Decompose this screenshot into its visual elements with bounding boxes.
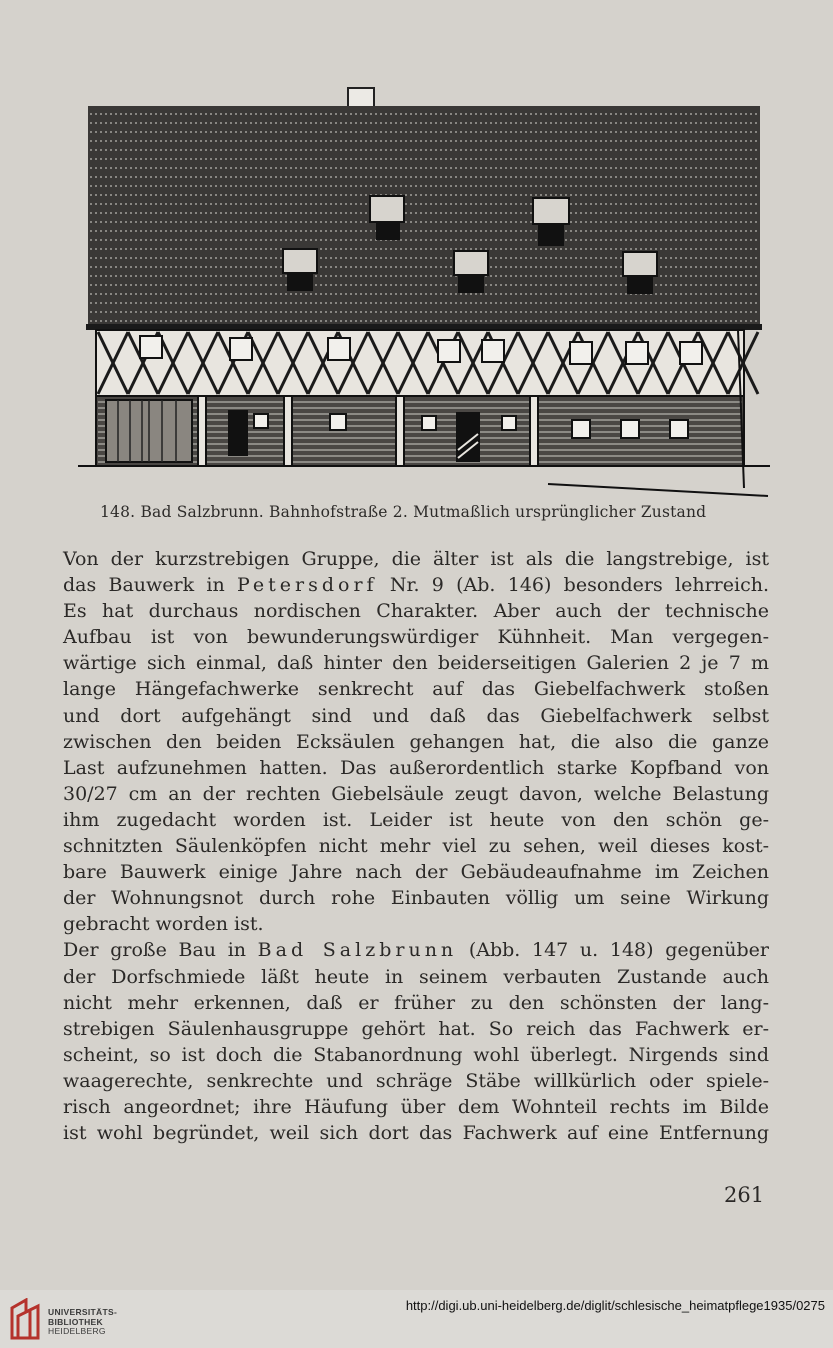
source-url[interactable]: http://digi.ub.uni-heidelberg.de/diglit/schlesische_heimatpflege1935/0275 <box>405 1298 825 1313</box>
library-logo[interactable] <box>8 1298 128 1340</box>
text-line: strebigen Säulenhausgruppe gehört hat. So reich das Fachwerk er- <box>63 1017 769 1040</box>
text-line: gebracht worden ist. <box>63 913 264 936</box>
library-logo-text: UNIVERSITÄTS- BIBLIOTHEK HEIDELBERG <box>48 1307 118 1336</box>
library-logo-icon <box>8 1298 42 1340</box>
text-line: ist wohl begründet, weil sich dort das Fachwerk auf eine Entfernung <box>63 1122 769 1145</box>
text-line: Aufbau ist von bewunderungswürdiger Kühnheit. Man vergegen- <box>63 626 769 649</box>
text-line: 30/27 cm an der rechten Giebelsäule zeugt davon, welche Belastung <box>63 782 769 805</box>
page-number: 261 <box>724 1183 765 1207</box>
text-line: Es hat durchaus nordischen Charakter. Aber auch der technische <box>63 600 769 623</box>
place-name: Bad Salzbrunn <box>257 939 458 962</box>
text-line: lange Hängefachwerke senkrecht auf das Giebelfachwerk stoßen <box>63 678 769 701</box>
text-line: nicht mehr erkennen, daß er früher zu den schönsten der lang- <box>63 991 769 1014</box>
text-line: das Bauwerk in Petersdorf Nr. 9 (Ab. 146) besonders lehrreich. <box>63 574 769 597</box>
text-line: der Dorfschmiede läßt heute in seinem verbauten Zustande auch <box>63 965 769 988</box>
text-line: wärtige sich einmal, daß hinter den beiderseitigen Galerien 2 je 7 m <box>63 652 769 675</box>
text-line: Von der kurzstrebigen Gruppe, die älter ist als die langstrebige, ist <box>63 548 769 570</box>
house-illustration <box>78 84 770 504</box>
text-line: ihm zugedacht worden ist. Leider ist heute von den schön ge- <box>63 808 769 831</box>
text-line: risch angeordnet; ihre Häufung über dem Wohnteil rechts im Bilde <box>63 1095 769 1118</box>
text-line: scheint, so ist doch die Stabanordnung wohl überlegt. Nirgends sind <box>63 1043 769 1066</box>
place-name: Petersdorf <box>236 574 378 597</box>
text-line: zwischen den beiden Ecksäulen gehangen hat, die also die ganze <box>63 730 769 753</box>
figure-caption: 148. Bad Salzbrunn. Bahnhofstraße 2. Mutmaßlich ursprünglicher Zustand <box>100 503 707 521</box>
text-line: waagerechte, senkrechte und schräge Stäbe willkürlich oder spiele- <box>63 1069 769 1092</box>
text-line: Der große Bau in Bad Salzbrunn (Abb. 147 u. 148) gegenüber <box>63 939 769 962</box>
text-line: Last aufzunehmen hatten. Das außerordentlich starke Kopfband von <box>63 756 769 779</box>
body-text <box>63 546 769 1146</box>
footer-bar <box>0 1290 833 1348</box>
text-line: und dort aufgehängt sind und daß das Giebelfachwerk selbst <box>63 704 769 727</box>
text-line: der Wohnungsnot durch rohe Einbauten völlig um seine Wirkung <box>63 887 769 910</box>
text-line: bare Bauwerk einige Jahre nach der Gebäudeaufnahme im Zeichen <box>63 861 769 884</box>
text-line: schnitzten Säulenköpfen nicht mehr viel zu sehen, weil dieses kost- <box>63 835 769 858</box>
